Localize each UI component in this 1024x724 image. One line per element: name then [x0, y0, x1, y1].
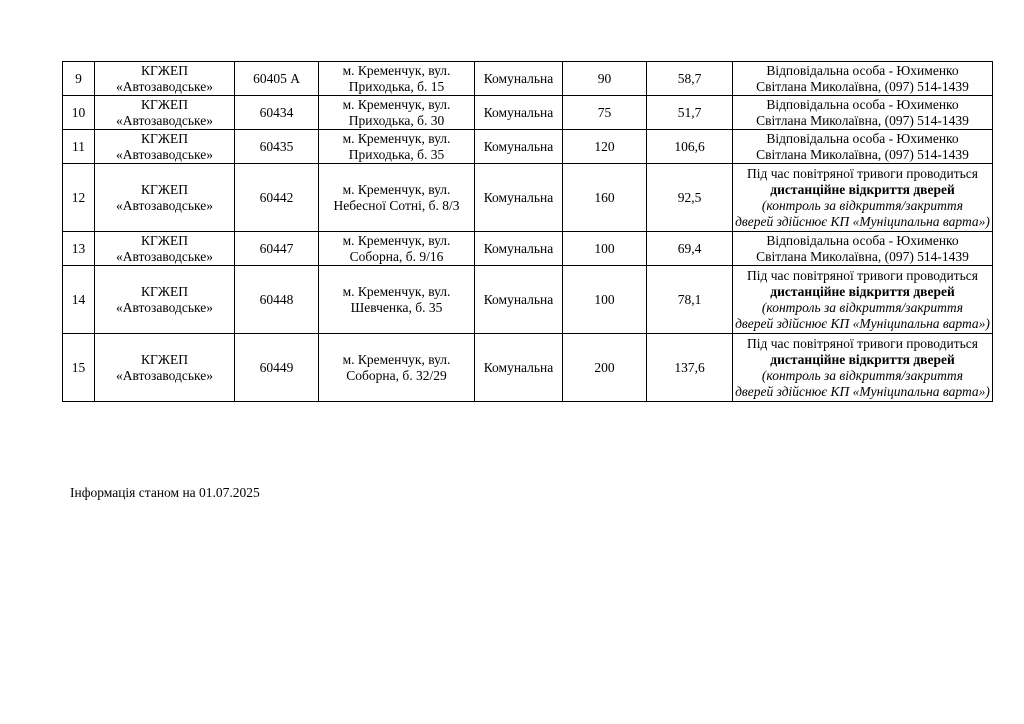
info-date-note: Інформація станом на 01.07.2025	[70, 485, 260, 500]
address: м. Кременчук, вул. Шевченка, б. 35	[319, 266, 475, 334]
capacity: 200	[563, 334, 647, 402]
table-row	[63, 62, 993, 96]
capacity: 75	[563, 96, 647, 130]
area: 106,6	[647, 130, 733, 164]
organization: КГЖЕП «Автозаводське»	[95, 266, 235, 334]
capacity: 100	[563, 266, 647, 334]
area: 51,7	[647, 96, 733, 130]
responsible-note: Відповідальна особа - Юхименко Світлана Миколаївна, (097) 514-1439	[733, 96, 993, 130]
organization: КГЖЕП «Автозаводське»	[95, 164, 235, 232]
shelter-code: 60405 А	[235, 62, 319, 96]
table-row	[63, 164, 993, 232]
table-row	[63, 266, 993, 334]
capacity: 160	[563, 164, 647, 232]
address: м. Кременчук, вул. Небесної Сотні, б. 8/3	[319, 164, 475, 232]
shelter-code: 60449	[235, 334, 319, 402]
area: 92,5	[647, 164, 733, 232]
ownership: Комунальна	[475, 334, 563, 402]
responsible-note: Відповідальна особа - Юхименко Світлана Миколаївна, (097) 514-1439	[733, 130, 993, 164]
shelter-code: 60447	[235, 232, 319, 266]
ownership: Комунальна	[475, 130, 563, 164]
remote-door-note: Під час повітряної тривоги проводиться дистанційне відкриття дверей (контроль за відкриття/закриття дверей здійснює КП «Муніципальна варта»)	[733, 334, 993, 402]
row-number: 13	[63, 232, 95, 266]
remote-door-note: Під час повітряної тривоги проводиться дистанційне відкриття дверей (контроль за відкриття/закриття дверей здійснює КП «Муніципальна варта»)	[733, 164, 993, 232]
area: 137,6	[647, 334, 733, 402]
responsible-note: Відповідальна особа - Юхименко Світлана Миколаївна, (097) 514-1439	[733, 62, 993, 96]
row-number: 15	[63, 334, 95, 402]
shelters-table	[62, 61, 993, 402]
organization: КГЖЕП «Автозаводське»	[95, 130, 235, 164]
shelter-code: 60448	[235, 266, 319, 334]
ownership: Комунальна	[475, 164, 563, 232]
area: 58,7	[647, 62, 733, 96]
table-row	[63, 334, 993, 402]
area: 78,1	[647, 266, 733, 334]
ownership: Комунальна	[475, 62, 563, 96]
shelter-code: 60435	[235, 130, 319, 164]
remote-door-note: Під час повітряної тривоги проводиться дистанційне відкриття дверей (контроль за відкриття/закриття дверей здійснює КП «Муніципальна варта»)	[733, 266, 993, 334]
capacity: 90	[563, 62, 647, 96]
address: м. Кременчук, вул. Приходька, б. 15	[319, 62, 475, 96]
organization: КГЖЕП «Автозаводське»	[95, 232, 235, 266]
address: м. Кременчук, вул. Приходька, б. 35	[319, 130, 475, 164]
organization: КГЖЕП «Автозаводське»	[95, 62, 235, 96]
ownership: Комунальна	[475, 266, 563, 334]
table-row	[63, 130, 993, 164]
row-number: 14	[63, 266, 95, 334]
row-number: 9	[63, 62, 95, 96]
address: м. Кременчук, вул. Соборна, б. 9/16	[319, 232, 475, 266]
table-row	[63, 232, 993, 266]
shelter-code: 60434	[235, 96, 319, 130]
organization: КГЖЕП «Автозаводське»	[95, 334, 235, 402]
row-number: 12	[63, 164, 95, 232]
ownership: Комунальна	[475, 232, 563, 266]
capacity: 100	[563, 232, 647, 266]
address: м. Кременчук, вул. Приходька, б. 30	[319, 96, 475, 130]
row-number: 10	[63, 96, 95, 130]
capacity: 120	[563, 130, 647, 164]
shelter-code: 60442	[235, 164, 319, 232]
ownership: Комунальна	[475, 96, 563, 130]
area: 69,4	[647, 232, 733, 266]
responsible-note: Відповідальна особа - Юхименко Світлана Миколаївна, (097) 514-1439	[733, 232, 993, 266]
organization: КГЖЕП «Автозаводське»	[95, 96, 235, 130]
table-row	[63, 96, 993, 130]
address: м. Кременчук, вул. Соборна, б. 32/29	[319, 334, 475, 402]
row-number: 11	[63, 130, 95, 164]
